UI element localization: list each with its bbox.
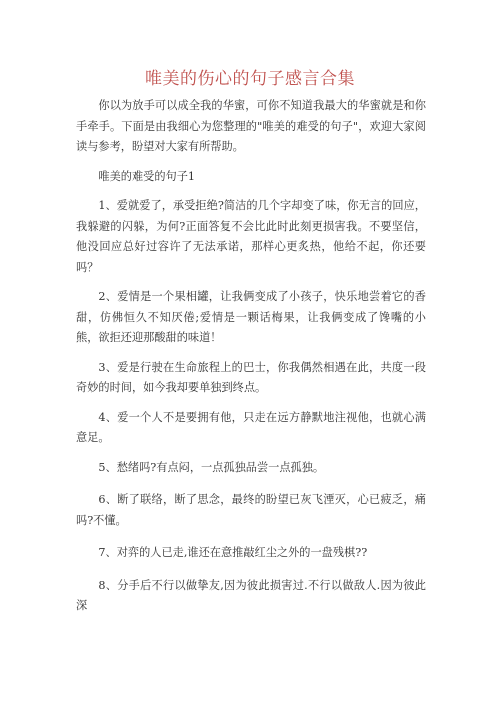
list-item: 3、爱是行驶在生命旅程上的巴士，你我偶然相遇在此，共度一段奇妙的时间，如今我却要单独到终点。 [76,360,426,394]
section-subheading: 唯美的难受的句子1 [98,169,196,183]
list-item: 5、愁绪吗?有点闷，一点孤独品尝一点孤独。 [98,460,325,474]
list-item: 4、爱一个人不是要拥有他，只走在远方静默地注视他，也就心满意足。 [76,410,426,444]
list-item: 8、分手后不行以做挚友,因为彼此损害过.不行以做敌人.因为彼此深 [76,578,426,612]
intro-paragraph: 你以为放手可以成全我的华蜜，可你不知道我最大的华蜜就是和你手牵手。下面是由我细心为您整理的"唯美的难受的句子"，欢迎大家阅读与参考，盼望对大家有所帮助。 [76,99,426,153]
page-title: 唯美的伤心的句子感言合集 [145,69,355,89]
document-body [76,96,426,626]
list-item: 2、爱情是一个果相罐，让我俩变成了小孩子，快乐地尝着它的香甜，仿佛恒久不知厌倦;爱情是一颗话梅果，让我俩变成了馋嘴的小熊，欲拒还迎那酸甜的味道！ [76,290,426,344]
list-item: 6、断了联络，断了思念，最终的盼望已灰飞湮灭，心已疲乏，痛吗?不懂。 [76,493,426,527]
list-item: 1、爱就爱了，承受拒绝?简洁的几个字却变了味，你无言的回应，我躲避的闪躲，为何?正面答复不会比此时此刻更损害我。不要坚信，他没回应总好过容许了无法承诺，那样心更炙热，他给不起，你还要吗？ [76,199,426,274]
list-item: 7、对弈的人已走,谁还在意推敲红尘之外的一盘残棋?? [98,546,368,559]
